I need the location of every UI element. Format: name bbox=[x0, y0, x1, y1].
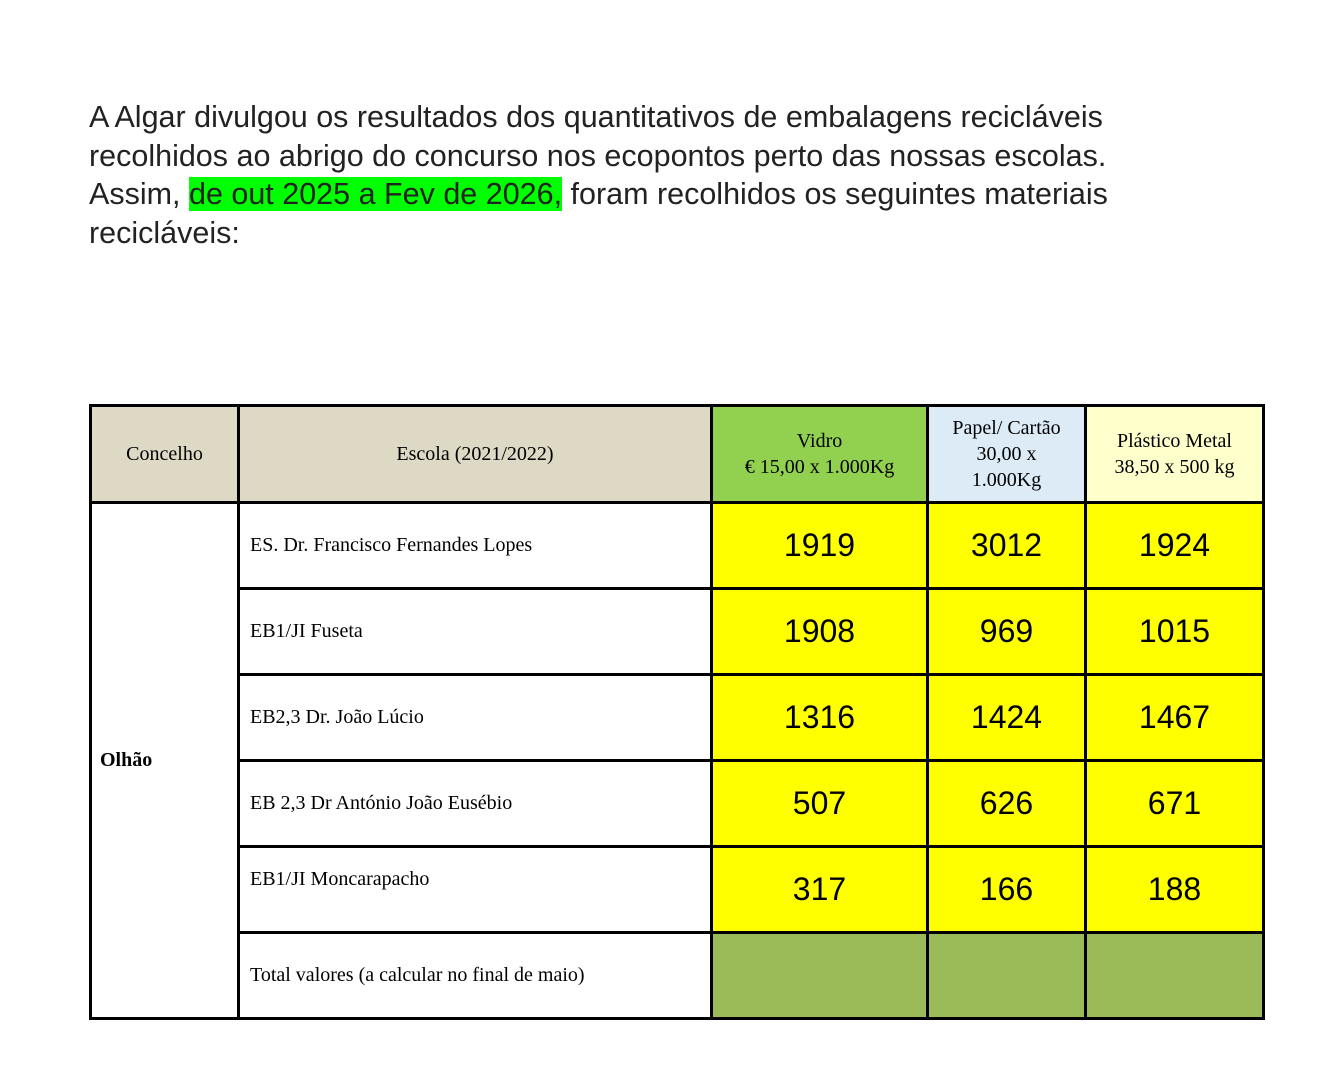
vidro-value: 1919 bbox=[712, 503, 928, 589]
header-papel-unit: 1.000Kg bbox=[971, 469, 1042, 491]
intro-line-3 bbox=[89, 175, 1249, 214]
total-papel bbox=[928, 933, 1086, 1019]
header-papel bbox=[928, 406, 1086, 503]
total-label: Total valores (a calcular no final de maio) bbox=[239, 933, 712, 1019]
papel-value: 1424 bbox=[928, 675, 1086, 761]
intro-line-3-start: Assim, bbox=[89, 177, 189, 211]
recycling-results-table bbox=[89, 404, 1265, 1020]
date-range-highlight: de out 2025 a Fev de 2026, bbox=[188, 177, 563, 211]
escola-cell: ES. Dr. Francisco Fernandes Lopes bbox=[239, 503, 712, 589]
plastico-value: 1924 bbox=[1086, 503, 1264, 589]
header-concelho: Concelho bbox=[91, 406, 239, 503]
header-papel-rate: 30,00 x bbox=[976, 443, 1037, 465]
papel-value: 3012 bbox=[928, 503, 1086, 589]
table-row bbox=[91, 847, 1264, 933]
escola-cell: EB1/JI Fuseta bbox=[239, 589, 712, 675]
table-row bbox=[91, 589, 1264, 675]
intro-line-4: recicláveis: bbox=[89, 215, 240, 250]
escola-cell: EB 2,3 Dr António João Eusébio bbox=[239, 761, 712, 847]
table-row bbox=[91, 675, 1264, 761]
total-plastico bbox=[1086, 933, 1264, 1019]
escola-cell: EB1/JI Moncarapacho bbox=[239, 847, 712, 933]
header-row bbox=[91, 406, 1264, 503]
concelho-cell: Olhão bbox=[91, 503, 239, 1019]
header-plastico bbox=[1086, 406, 1264, 503]
header-escola: Escola (2021/2022) bbox=[239, 406, 712, 503]
plastico-value: 188 bbox=[1086, 847, 1264, 933]
header-vidro-rate: € 15,00 x 1.000Kg bbox=[744, 456, 895, 478]
papel-value: 166 bbox=[928, 847, 1086, 933]
header-vidro-title: Vidro bbox=[796, 430, 843, 452]
intro-line-2: recolhidos ao abrigo do concurso nos ecopontos perto das nossas escolas. bbox=[89, 138, 1107, 173]
plastico-value: 671 bbox=[1086, 761, 1264, 847]
header-vidro bbox=[712, 406, 928, 503]
total-row bbox=[91, 933, 1264, 1019]
table-row bbox=[91, 761, 1264, 847]
header-plastico-rate: 38,50 x 500 kg bbox=[1114, 456, 1235, 478]
intro-line-3-end: foram recolhidos os seguintes materiais bbox=[562, 177, 1108, 211]
escola-cell: EB2,3 Dr. João Lúcio bbox=[239, 675, 712, 761]
papel-value: 969 bbox=[928, 589, 1086, 675]
plastico-value: 1015 bbox=[1086, 589, 1264, 675]
papel-value: 626 bbox=[928, 761, 1086, 847]
vidro-value: 1316 bbox=[712, 675, 928, 761]
table-row bbox=[91, 503, 1264, 589]
header-papel-title: Papel/ Cartão bbox=[952, 417, 1061, 439]
vidro-value: 507 bbox=[712, 761, 928, 847]
header-plastico-title: Plástico Metal bbox=[1117, 430, 1232, 452]
intro-line-1: A Algar divulgou os resultados dos quantitativos de embalagens recicláveis bbox=[89, 100, 1103, 134]
vidro-value: 317 bbox=[712, 847, 928, 933]
total-vidro bbox=[712, 933, 928, 1019]
vidro-value: 1908 bbox=[712, 589, 928, 675]
plastico-value: 1467 bbox=[1086, 675, 1264, 761]
intro-paragraph bbox=[89, 98, 1249, 252]
